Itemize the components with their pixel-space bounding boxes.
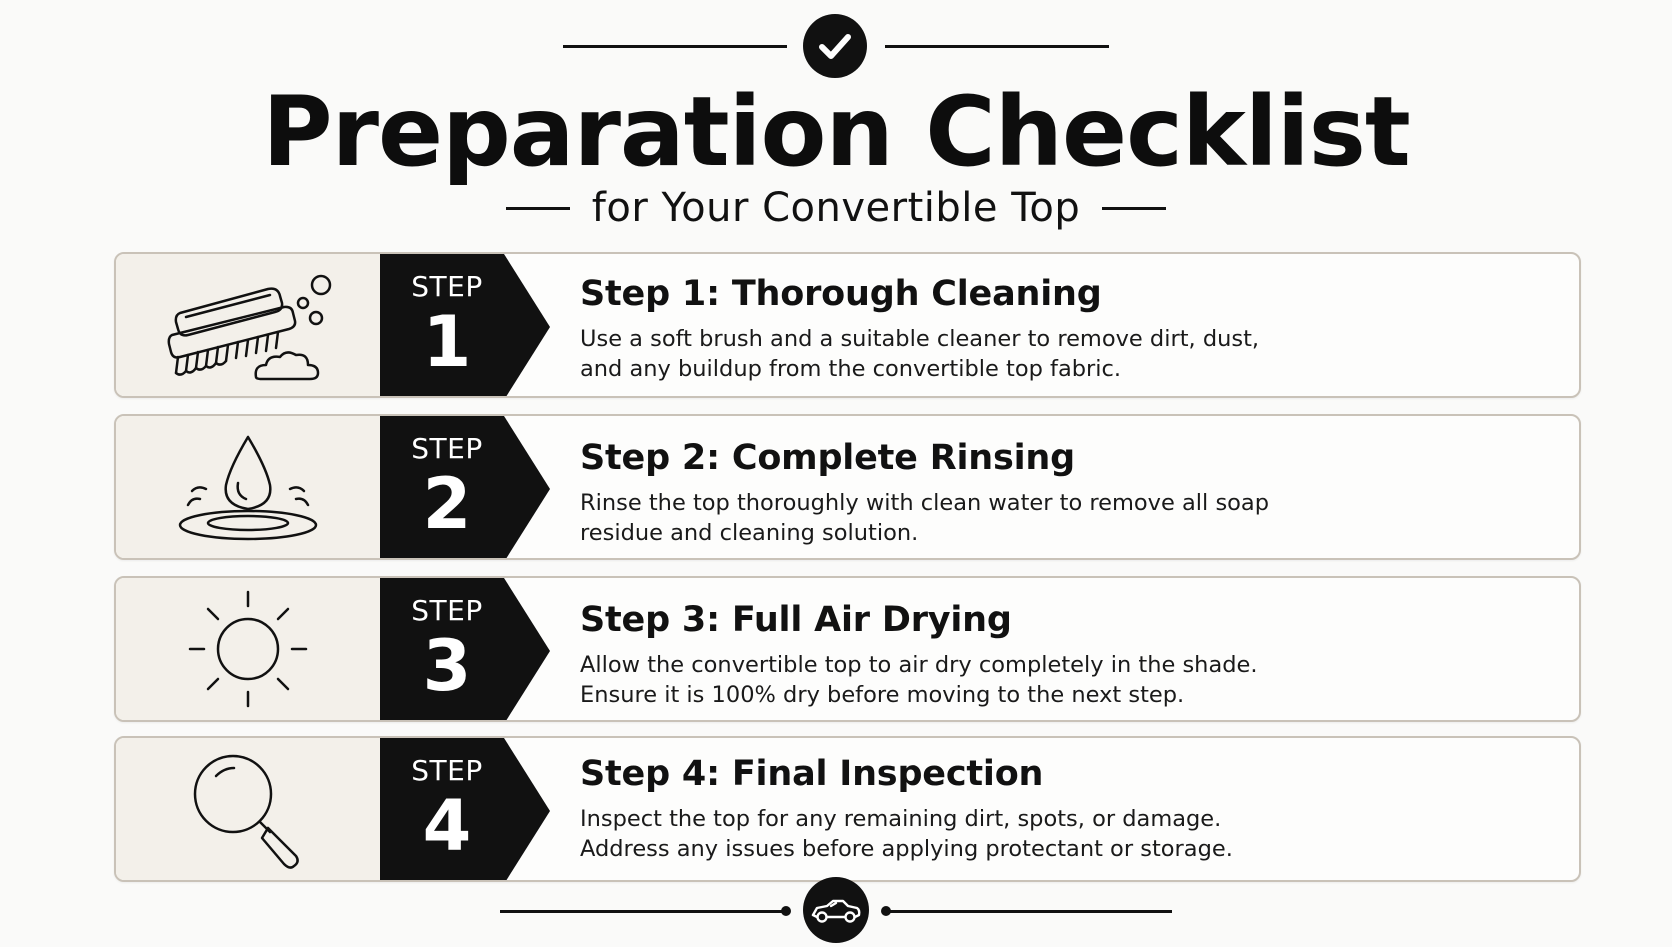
- step-card-1: [114, 252, 1581, 398]
- step-number-arrow: [380, 254, 550, 396]
- step-title: Step 3: Full Air Drying: [580, 600, 1012, 640]
- icon-panel: [116, 416, 381, 558]
- water-drop-icon: [168, 427, 328, 547]
- footer-rule-right: [890, 910, 1172, 913]
- page-subtitle: for Your Convertible Top: [591, 185, 1081, 231]
- magnifier-icon: [178, 744, 318, 874]
- step-description: [580, 324, 1340, 384]
- subtitle-row: [0, 180, 1672, 236]
- subtitle-dash-left: [506, 207, 570, 210]
- step-description-line-1: Inspect the top for any remaining dirt, spots, or damage.: [580, 806, 1222, 832]
- footer-dot-left: [781, 906, 791, 916]
- step-description-line-1: Allow the convertible top to air dry completely in the shade.: [580, 652, 1258, 678]
- step-label: STEP: [411, 270, 483, 303]
- check-icon: [803, 14, 867, 78]
- step-description: [580, 804, 1340, 864]
- step-label: STEP: [411, 754, 483, 787]
- step-text: [580, 752, 1560, 864]
- step-description-line-1: Use a soft brush and a suitable cleaner to remove dirt, dust,: [580, 326, 1260, 352]
- step-card-2: [114, 414, 1581, 560]
- step-card-3: [114, 576, 1581, 722]
- step-description-line-2: residue and cleaning solution.: [580, 520, 919, 546]
- step-card-4: [114, 736, 1581, 882]
- step-number-arrow: [380, 416, 550, 558]
- convertible-car-icon: [803, 877, 869, 943]
- step-title: Step 4: Final Inspection: [580, 754, 1044, 794]
- step-description: [580, 488, 1340, 548]
- step-number: 3: [422, 625, 472, 707]
- step-number-arrow: [380, 738, 550, 880]
- step-text: [580, 436, 1560, 548]
- footer-rule-left: [500, 910, 782, 913]
- page-title: Preparation Checklist: [262, 76, 1410, 188]
- step-title: Step 1: Thorough Cleaning: [580, 274, 1102, 314]
- step-number: 1: [422, 301, 472, 383]
- brush-icon: [158, 265, 338, 385]
- step-description-line-2: and any buildup from the convertible top fabric.: [580, 356, 1122, 382]
- step-label: STEP: [411, 594, 483, 627]
- step-description-line-2: Ensure it is 100% dry before moving to the next step.: [580, 682, 1185, 708]
- step-number: 4: [422, 785, 472, 867]
- footer-dot-right: [881, 906, 891, 916]
- subtitle-dash-right: [1102, 207, 1166, 210]
- icon-panel: [116, 254, 381, 396]
- sun-icon: [178, 584, 318, 714]
- step-label: STEP: [411, 432, 483, 465]
- step-description-line-1: Rinse the top thoroughly with clean water to remove all soap: [580, 490, 1269, 516]
- step-description-line-2: Address any issues before applying protectant or storage.: [580, 836, 1233, 862]
- header-rule-right: [885, 45, 1109, 48]
- icon-panel: [116, 738, 381, 880]
- step-number: 2: [422, 463, 472, 545]
- header-rule-left: [563, 45, 787, 48]
- step-title: Step 2: Complete Rinsing: [580, 438, 1075, 478]
- step-description: [580, 650, 1340, 710]
- step-text: [580, 272, 1560, 384]
- step-number-arrow: [380, 578, 550, 720]
- step-text: [580, 598, 1560, 710]
- icon-panel: [116, 578, 381, 720]
